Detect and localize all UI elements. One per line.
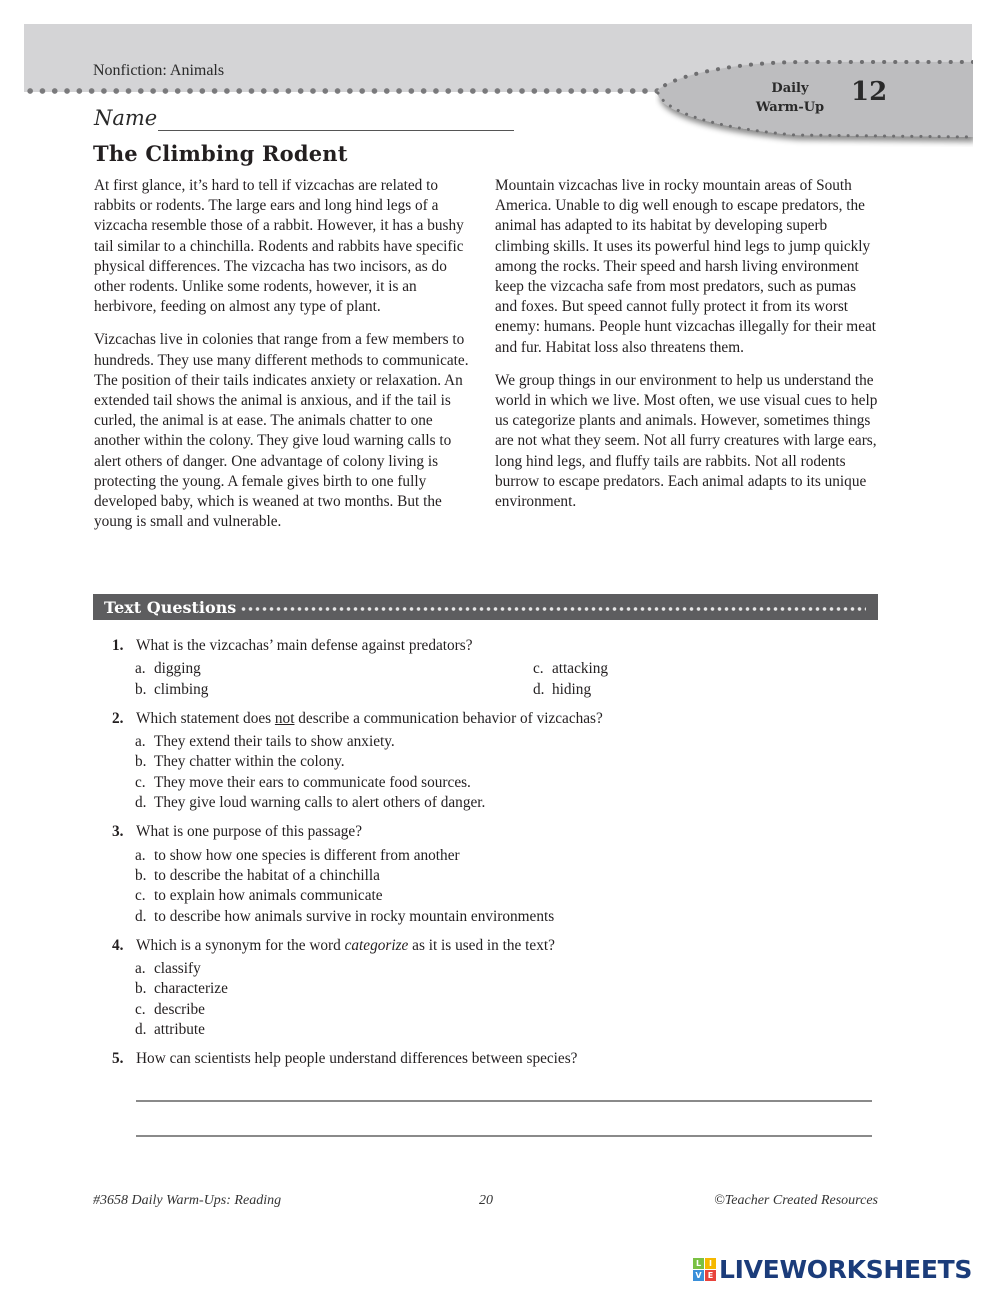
logo-square-l: L [693,1258,704,1269]
option-d[interactable] [135,907,882,927]
logo-square-v: V [693,1270,704,1281]
warmup-label-line1: Daily [771,81,809,96]
option-text: attacking [552,660,609,678]
option-text: They chatter within the colony. [154,753,345,771]
question-number: 4. [112,936,124,954]
questions-list [112,636,882,1079]
option-a[interactable] [135,846,882,866]
option-text: classify [154,960,201,978]
paragraph: We group things in our environment to help us understand the world in which we live. Most often, we use visual cues to help us categorize plants and animals. However, sometimes things are not what they seem. Not all furry creatures with large ears, long hind legs, and fluffy tails are rabbits. Not all rodents burrow to escape predators. Each animal adapts to its unique environment. [495,371,878,511]
logo-square-i: I [705,1258,716,1269]
option-a[interactable] [135,959,882,979]
option-text: digging [154,660,201,678]
option-text: attribute [154,1021,205,1039]
option-letter: a. [135,960,146,978]
question-4 [112,936,882,1040]
name-input-line[interactable] [158,130,514,131]
question-text-part: as it is used in the text? [408,936,555,954]
warmup-label-line2: Warm-Up [755,100,825,115]
logo-text: LIVEWORKSHEETS [719,1255,973,1284]
warmup-label [745,79,835,117]
question-number: 1. [112,637,124,654]
option-a[interactable] [135,732,882,752]
question-number: 3. [112,823,124,841]
liveworksheets-logo [693,1255,972,1284]
option-text: They move their ears to communicate food sources. [154,773,471,791]
option-b[interactable] [135,680,533,700]
option-letter: b. [135,753,147,771]
question-text: How can scientists help people understand differences between species? [136,1050,578,1068]
italic-word: categorize [344,936,409,954]
passage-left-column [94,176,479,545]
question-text-part: describe a communication behavior of vizcachas? [294,709,603,727]
option-b[interactable] [135,979,882,999]
option-letter: d. [135,1021,147,1039]
passage-title: The Climbing Rodent [93,141,348,166]
option-text: hiding [552,680,592,698]
answer-line-2[interactable] [136,1135,872,1137]
question-text-part: Which is a synonym for the word [136,936,345,954]
option-letter: a. [135,660,146,678]
option-text: They extend their tails to show anxiety. [154,733,395,751]
question-text-part: Which statement does [136,709,275,727]
name-field[interactable] [94,106,514,134]
option-text: describe [154,1000,205,1018]
paragraph: Vizcachas live in colonies that range from a few members to hundreds. They use many different methods to communicate. The position of their tails indicates anxiety or relaxation. An extended tail shows the animal is anxious, and if the tail is curled, the animal is at ease. The animals chatter to one another within the colony. They give loud warning calls to alert others of danger. One advantage of colony living is protecting the young. A female gives birth to one fully developed baby, which is weaned at two months. But the young is small and vulnerable. [94,331,469,531]
footer-page-number: 20 [479,1193,493,1208]
logo-squares-icon [693,1258,716,1281]
passage-right-column [495,176,880,525]
questions-title: Text Questions [104,597,237,617]
option-letter: a. [135,733,146,751]
option-a[interactable] [135,659,533,679]
dotted-leader [240,605,866,613]
option-c[interactable] [135,886,882,906]
option-text: to show how one species is different from another [154,846,460,864]
option-d[interactable] [135,1020,882,1040]
header-dotted-rule [24,87,674,95]
option-c[interactable] [135,1000,882,1020]
option-b[interactable] [135,866,882,886]
option-text: They give loud warning calls to alert others of danger. [154,794,486,812]
option-c[interactable] [135,773,882,793]
option-text: to explain how animals communicate [154,887,383,905]
option-text: to describe the habitat of a chinchilla [154,866,380,884]
question-2 [112,709,882,813]
option-d[interactable] [135,793,882,813]
question-number: 5. [112,1050,124,1068]
question-1 [112,636,882,700]
paragraph: At first glance, it’s hard to tell if vizcachas are related to rabbits or rodents. The large ears and long hind legs of a vizcacha resemble those of a rabbit. However, it has a bushy tail similar to a chinchilla. Rodents and rabbits have specific physical differences. The vizcacha has two incisors, as do other rodents. Unlike some rodents, however, it is an herbivore, feeding on almost any type of plant. [94,177,464,316]
option-letter: b. [135,866,147,884]
paragraph: Mountain vizcachas live in rocky mountain areas of South America. Unable to dig well enough to escape predators, the animal has adapted to its habitat by developing superb climbing skills. It uses its powerful hind legs to jump quickly among the rocks. Their speed and harsh living environment keep the vizcacha safe from most predators, such as pumas and foxes. But speed cannot fully protect it from its worst enemy: humans. People hunt vizcachas illegally for their meat and fur. Habitat loss also threatens them. [495,177,877,356]
footer-book-title: #3658 Daily Warm-Ups: Reading [93,1193,282,1208]
option-letter: b. [135,980,147,998]
option-letter: d. [135,907,147,925]
underlined-word: not [274,709,295,727]
option-text: characterize [154,980,228,998]
text-questions-header [93,594,878,620]
warmup-number: 12 [851,77,888,107]
question-5 [112,1049,882,1069]
option-text: climbing [154,680,209,698]
option-letter: a. [135,846,146,864]
option-letter: d. [135,794,147,812]
daily-warmup-tab [655,55,973,147]
question-3 [112,822,882,926]
name-label: Name [94,106,158,130]
question-number: 2. [112,709,124,727]
option-letter: c. [135,887,146,905]
option-c[interactable] [533,659,833,679]
option-d[interactable] [533,680,833,700]
option-letter: d. [533,680,545,698]
option-letter: c. [135,773,146,791]
logo-square-e: E [705,1270,716,1281]
question-text: What is one purpose of this passage? [136,823,362,841]
option-text: to describe how animals survive in rocky mountain environments [154,907,555,925]
question-text: What is the vizcachas’ main defense against predators? [136,637,473,654]
option-letter: c. [533,660,544,678]
section-label: Nonfiction: Animals [93,62,225,79]
option-b[interactable] [135,752,882,772]
answer-line-1[interactable] [136,1100,872,1102]
option-letter: b. [135,680,147,698]
question-text [136,936,555,956]
question-text [136,709,603,729]
option-letter: c. [135,1000,146,1018]
footer-copyright: ©Teacher Created Resources [714,1193,878,1208]
